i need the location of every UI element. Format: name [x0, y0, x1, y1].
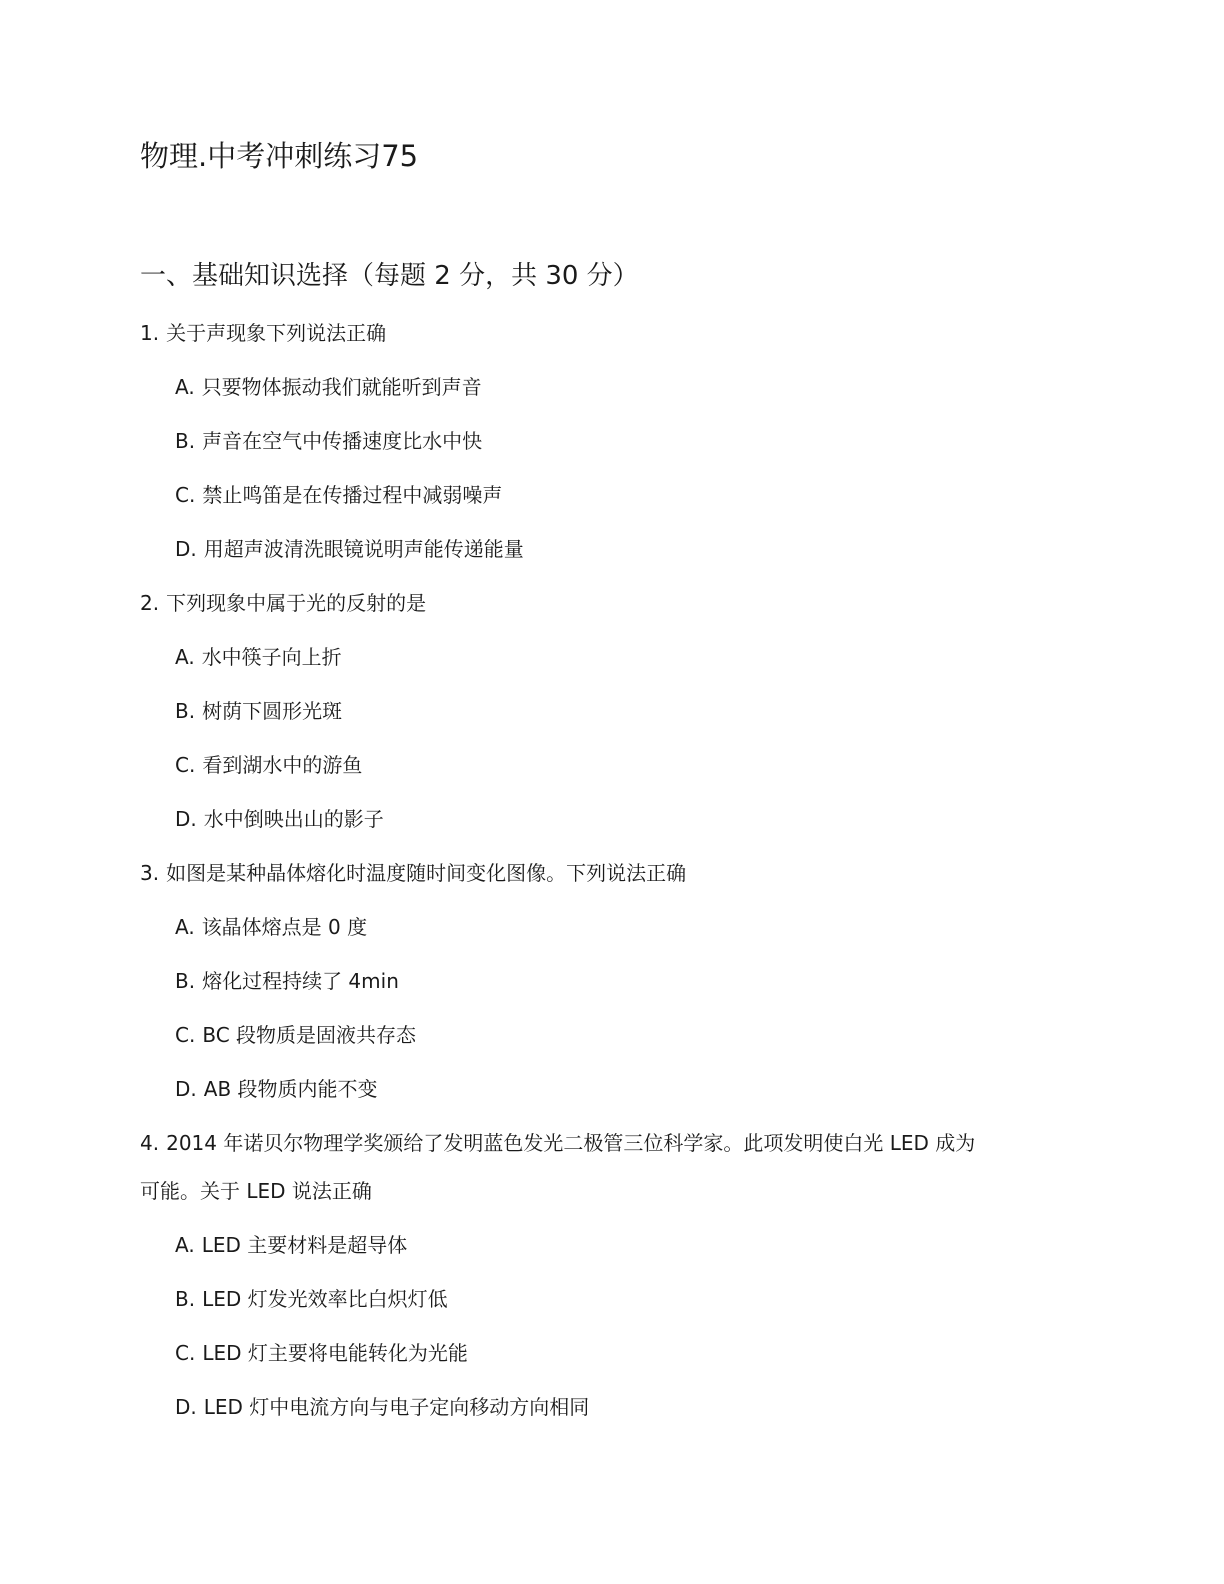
question-number: 4. [140, 1131, 160, 1155]
question-3-option-d [175, 1074, 378, 1104]
question-text: 可能。关于 LED 说法正确 [140, 1179, 372, 1203]
option-text: 水中倒映出山的影子 [203, 807, 384, 831]
option-letter: D. [175, 807, 197, 831]
question-4-option-a [175, 1230, 407, 1260]
option-text: 看到湖水中的游鱼 [202, 753, 363, 777]
question-text: 如图是某种晶体熔化时温度随时间变化图像。下列说法正确 [166, 861, 687, 885]
question-4-stem-continued [140, 1176, 372, 1206]
option-text: 该晶体熔点是 0 度 [201, 915, 368, 939]
question-3-option-a [175, 912, 367, 942]
option-text: LED 灯主要将电能转化为光能 [202, 1341, 468, 1365]
option-letter: D. [175, 1395, 197, 1419]
option-letter: C. [175, 483, 196, 507]
question-3-option-b [175, 966, 399, 996]
option-letter: C. [175, 753, 196, 777]
option-letter: B. [175, 1287, 196, 1311]
question-3-stem [140, 858, 686, 888]
question-1-option-c [175, 480, 502, 510]
option-text: 声音在空气中传播速度比水中快 [202, 429, 483, 453]
question-2-option-d [175, 804, 384, 834]
option-text: 树荫下圆形光斑 [202, 699, 343, 723]
option-letter: C. [175, 1023, 196, 1047]
option-letter: B. [175, 429, 196, 453]
option-letter: B. [175, 699, 196, 723]
option-text: AB 段物质内能不变 [203, 1077, 378, 1101]
question-4-option-d [175, 1392, 589, 1422]
question-2-option-c [175, 750, 362, 780]
option-letter: A. [175, 915, 195, 939]
question-1-stem [140, 318, 386, 348]
option-letter: D. [175, 537, 197, 561]
question-number: 2. [140, 591, 160, 615]
question-number: 3. [140, 861, 160, 885]
question-2-stem [140, 588, 426, 618]
option-text: LED 灯中电流方向与电子定向移动方向相同 [203, 1395, 590, 1419]
question-4-option-c [175, 1338, 468, 1368]
question-3-option-c [175, 1020, 416, 1050]
option-letter: B. [175, 969, 196, 993]
question-text: 下列现象中属于光的反射的是 [166, 591, 427, 615]
option-text: 水中筷子向上折 [201, 645, 342, 669]
option-letter: D. [175, 1077, 197, 1101]
option-text: 只要物体振动我们就能听到声音 [201, 375, 482, 399]
option-letter: A. [175, 1233, 195, 1257]
option-letter: C. [175, 1341, 196, 1365]
option-text: 熔化过程持续了 4min [202, 969, 399, 993]
section-heading: 一、基础知识选择（每题 2 分，共 30 分） [140, 261, 639, 291]
option-letter: A. [175, 375, 195, 399]
question-text: 关于声现象下列说法正确 [166, 321, 387, 345]
question-2-option-b [175, 696, 342, 726]
option-text: 用超声波清洗眼镜说明声能传递能量 [203, 537, 524, 561]
question-text: 2014 年诺贝尔物理学奖颁给了发明蓝色发光二极管三位科学家。此项发明使白光 LED 成为 [166, 1131, 976, 1155]
question-1-option-a [175, 372, 482, 402]
option-text: 禁止鸣笛是在传播过程中减弱噪声 [202, 483, 503, 507]
option-letter: A. [175, 645, 195, 669]
question-1-option-b [175, 426, 482, 456]
question-1-option-d [175, 534, 524, 564]
document-title: 物理.中考冲刺练习75 [140, 139, 419, 173]
option-text: BC 段物质是固液共存态 [202, 1023, 417, 1047]
option-text: LED 灯发光效率比白炽灯低 [202, 1287, 448, 1311]
question-4-stem [140, 1128, 975, 1158]
question-number: 1. [140, 321, 160, 345]
question-4-option-b [175, 1284, 448, 1314]
option-text: LED 主要材料是超导体 [201, 1233, 408, 1257]
question-2-option-a [175, 642, 342, 672]
